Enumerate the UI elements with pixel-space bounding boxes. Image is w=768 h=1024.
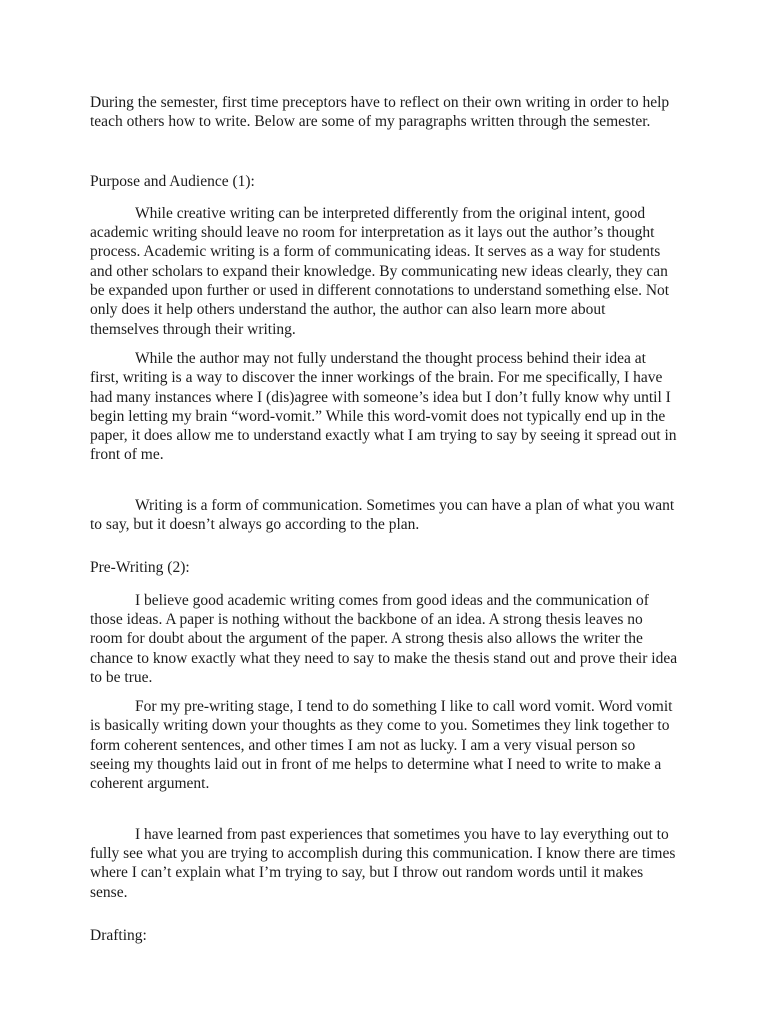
- purpose-audience-paragraph-2: While the author may not fully understand the thought process behind their idea at first, writing is a way to discover the inner workings of the brain. For me specifically, I have had many instances where I (dis)agree with someone’s idea but I don’t fully know why until I begin letting my brain “word-vomit.” While this word-vomit does not typically end up in the paper, it does allow me to understand exactly what I am trying to say by seeing it spread out in front of me.: [90, 349, 677, 464]
- pre-writing-paragraph-1: I believe good academic writing comes from good ideas and the communication of those ideas. A paper is nothing without the backbone of an idea. A strong thesis leaves no room for doubt about the argument of the paper. A strong thesis also allows the writer the chance to know exactly what they need to say to make the thesis stand out and prove their idea to be true.: [90, 591, 678, 686]
- section-heading-pre-writing: Pre-Writing (2):: [90, 559, 190, 577]
- intro-paragraph: During the semester, first time preceptors have to reflect on their own writing in order to help teach others how to write. Below are some of my paragraphs written through the semester.: [90, 94, 670, 131]
- section-heading-drafting: Drafting:: [90, 926, 147, 944]
- purpose-audience-paragraph-1: While creative writing can be interpreted differently from the original intent, good academic writing should leave no room for interpretation as it lays out the author’s thought process. Academic writing is a form of communicating ideas. It serves as a way for students and other scholars to expand their knowledge. By communicating new ideas clearly, they can be expanded upon further or used in different connotations to understand something else. Not only does it help others understand the author, the author can also learn more about themselves through their writing.: [90, 204, 670, 338]
- purpose-audience-paragraph-3: Writing is a form of communication. Sometimes you can have a plan of what you want to say, but it doesn’t always go according to the plan.: [90, 496, 675, 534]
- pre-writing-paragraph-2: For my pre-writing stage, I tend to do something I like to call word vomit. Word vomit is basically writing down your thoughts as they come to you. Sometimes they link together to form coherent sentences, and other times I am not as lucky. I am a very visual person so seeing my thoughts laid out in front of me helps to determine what I need to write to make a coherent argument.: [90, 698, 673, 793]
- section-heading-purpose-and-audience: Purpose and Audience (1):: [90, 172, 255, 190]
- pre-writing-paragraph-3: I have learned from past experiences that sometimes you have to lay everything out to fully see what you are trying to accomplish during this communication. I know there are times where I can’t explain what I’m trying to say, but I throw out random words until it makes sense.: [90, 825, 676, 901]
